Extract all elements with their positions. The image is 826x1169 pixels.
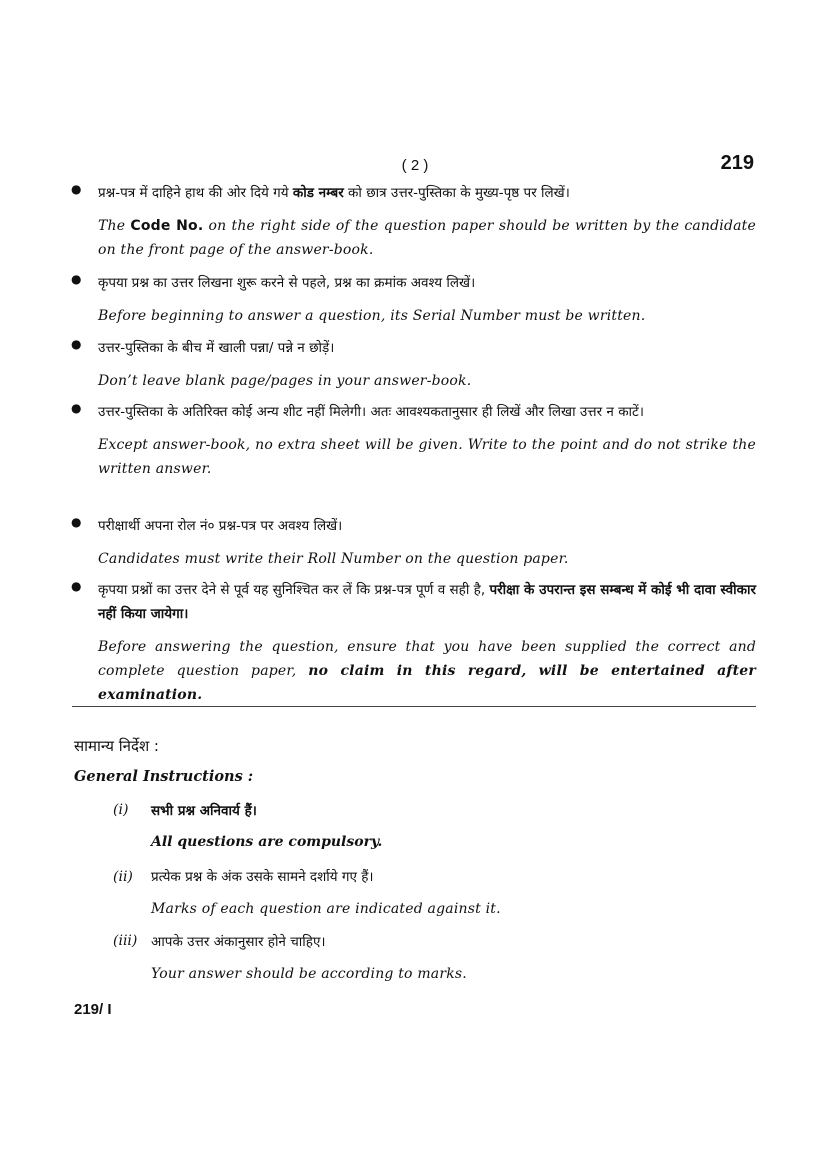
page-number: ( 2 ) <box>401 157 429 174</box>
instruction-hindi: उत्तर-पुस्तिका के अतिरिक्त कोई अन्य शीट नहीं मिलेगी। अतः आवश्यकतानुसार ही लिखें और लिखा उत्तर न काटें। <box>98 404 644 420</box>
instruction-hindi: उत्तर-पुस्तिका के बीच में खाली पन्ना/ पन्ने न छोड़ें। <box>98 340 335 356</box>
no-claim-hindi: परीक्षा के उपरान्त इस सम्बन्ध में कोई भी दावा स्वीकार नहीं किया जायेगा। <box>98 582 756 622</box>
footer-code: 219/ I <box>74 1001 112 1018</box>
instruction-item <box>71 336 756 393</box>
general-item-hindi: आपके उत्तर अंकानुसार होने चाहिए। <box>151 934 326 950</box>
instruction-hindi: कृपया प्रश्न का उत्तर लिखना शुरू करने से पहले, प्रश्न का क्रमांक अवश्य लिखें। <box>98 275 476 291</box>
item-number: (iii) <box>113 933 138 949</box>
general-item-hindi: प्रत्येक प्रश्न के अंक उसके सामने दर्शाये गए हैं। <box>151 869 374 885</box>
instruction-item <box>71 181 756 262</box>
general-instructions-title-hindi: सामान्य निर्देश : <box>74 737 159 755</box>
instruction-item <box>71 400 756 481</box>
instruction-english: Before beginning to answer a question, its Serial Number must be written. <box>98 308 646 324</box>
instruction-english: The Code No. on the right side of the question paper should be written by the candidate on the front page of the answer-book. <box>98 218 756 258</box>
general-item-english: All questions are compulsory. <box>151 834 383 850</box>
general-item-hindi: सभी प्रश्न अनिवार्य हैं। <box>151 803 257 819</box>
instruction-hindi: परीक्षार्थी अपना रोल नं० प्रश्न-पत्र पर अवश्य लिखें। <box>98 518 343 534</box>
instruction-english: Before answering the question, ensure that you have been supplied the correct and complete question paper, no claim in this regard, will be entertained after examination. <box>98 639 756 703</box>
instruction-english: Don’t leave blank page/pages in your answer-book. <box>98 373 472 389</box>
paper-code: 219 <box>720 152 754 174</box>
code-no-label: Code No. <box>130 218 204 234</box>
general-item-english: Marks of each question are indicated against it. <box>151 901 501 917</box>
item-number: (ii) <box>113 869 133 885</box>
code-number-hindi: कोड नम्बर <box>292 185 344 201</box>
instruction-item <box>71 514 756 571</box>
bullet-icon: ● <box>71 401 82 415</box>
instruction-hindi: प्रश्न-पत्र में दाहिने हाथ की ओर दिये गये कोड नम्बर को छात्र उत्तर-पुस्तिका के मुख्य-पृष्ठ पर लिखें। <box>98 185 570 201</box>
instruction-english: Candidates must write their Roll Number on the question paper. <box>98 551 569 567</box>
bullet-icon: ● <box>71 579 82 593</box>
bullet-icon: ● <box>71 272 82 286</box>
item-number: (i) <box>113 802 129 818</box>
instruction-hindi: कृपया प्रश्नों का उत्तर देने से पूर्व यह सुनिश्चित कर लें कि प्रश्न-पत्र पूर्ण व सही है, परीक्षा के उपरान्त इस सम्बन्ध में कोई भी दावा स्वीकार नहीं किया जायेगा। <box>98 582 756 622</box>
instruction-item <box>71 578 756 707</box>
instruction-item <box>71 271 756 328</box>
general-item-english: Your answer should be according to marks. <box>151 966 467 982</box>
section-divider <box>72 706 756 707</box>
bullet-icon: ● <box>71 182 82 196</box>
bullet-icon: ● <box>71 515 82 529</box>
bullet-icon: ● <box>71 337 82 351</box>
no-claim-english: no claim in this regard, will be entertained after examination. <box>98 663 756 703</box>
general-instructions-title: General Instructions : <box>74 768 254 785</box>
instruction-english: Except answer-book, no extra sheet will be given. Write to the point and do not strike the written answer. <box>98 437 756 477</box>
